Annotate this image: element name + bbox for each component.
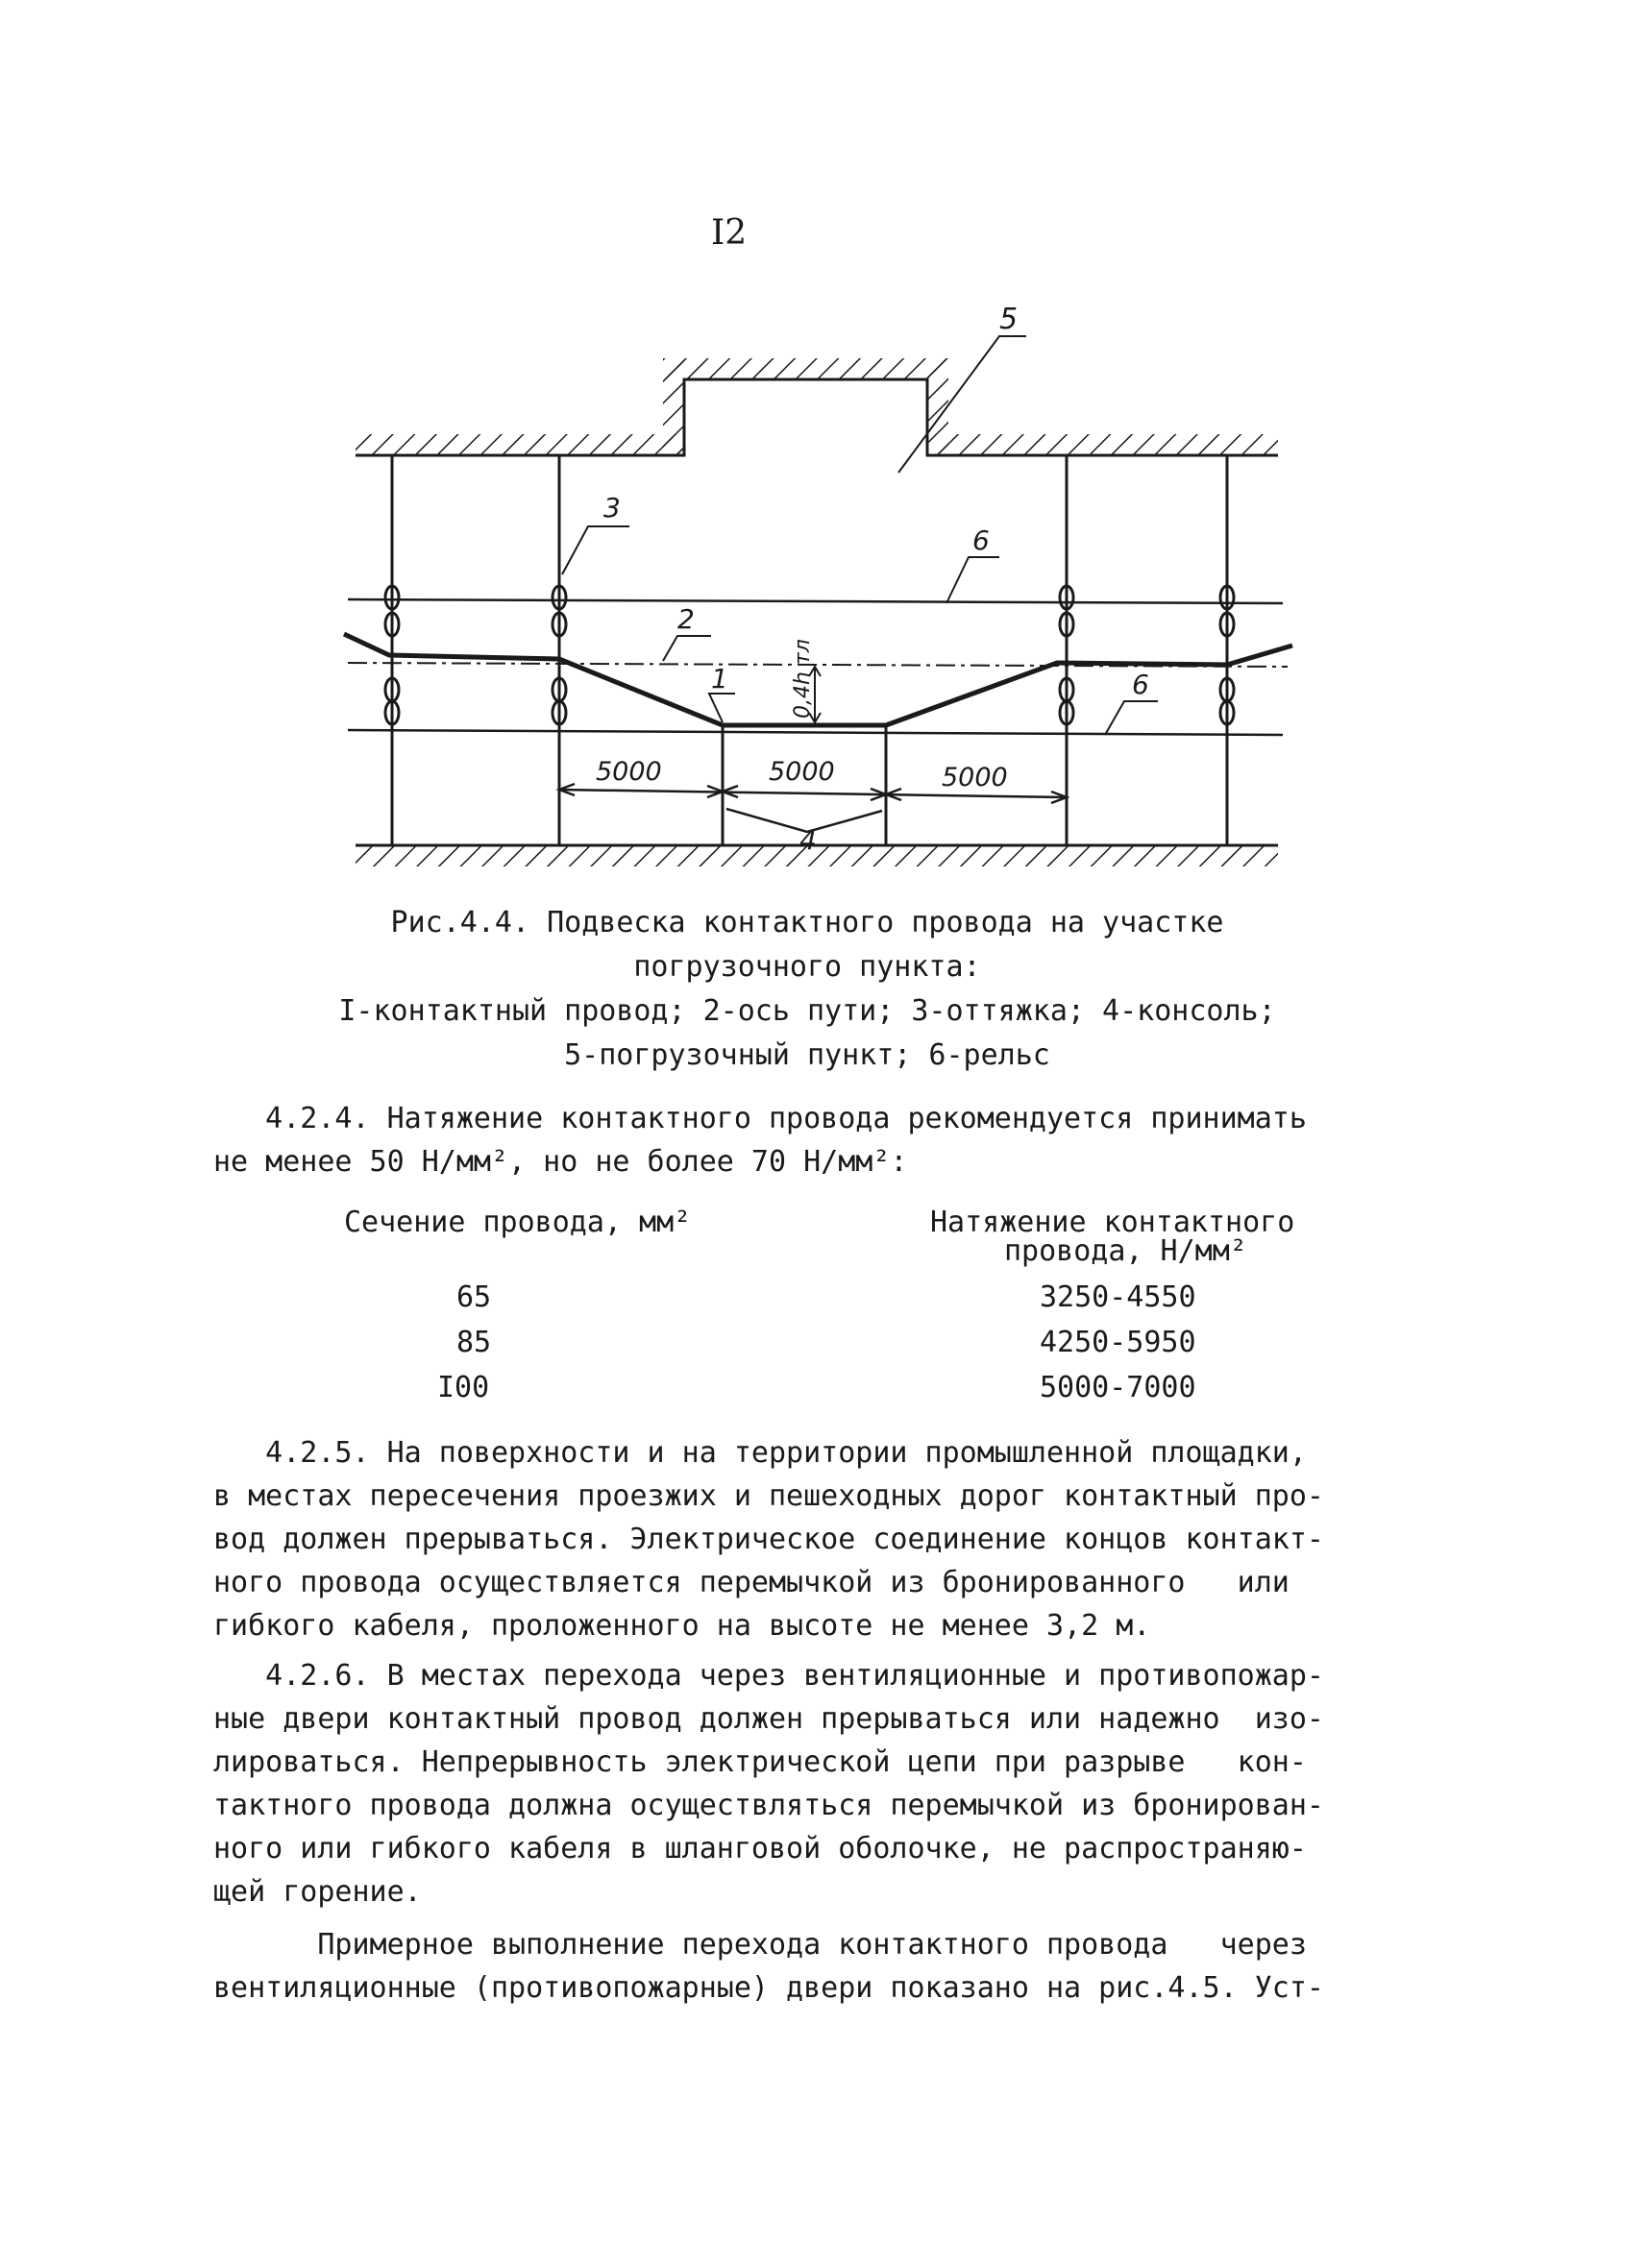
text-line: ного или гибкого кабеля в шланговой оболочке, не распространяю- [213, 1832, 1307, 1866]
text-line: 4.2.4. Натяжение контактного провода рекомендуется принимать [213, 1102, 1307, 1135]
table-header-tension-unit: провода, Н/мм² [1004, 1234, 1247, 1268]
label-rail-bottom: 6 [1132, 669, 1149, 700]
table-cell-tension: 4250-5950 [1040, 1326, 1196, 1359]
table-header-tension: Натяжение контактного [930, 1206, 1295, 1239]
table-cell-tension: 5000-7000 [1040, 1371, 1196, 1404]
label-console: 4 [799, 824, 817, 856]
text-line: тактного провода должна осуществляться перемычкой из бронирован- [213, 1789, 1324, 1822]
label-guy: 3 [603, 492, 621, 524]
caption-line: 5-погрузочный пункт; 6-рельс [564, 1038, 1050, 1072]
dimension-label: 5000 [942, 763, 1008, 793]
dimension-label: 5000 [596, 757, 662, 787]
table-cell-section: 65 [456, 1280, 492, 1314]
dimension-label: 5000 [769, 757, 835, 787]
paragraph-4-2-6 [213, 1654, 1424, 1914]
table-cell-section: I00 [437, 1371, 490, 1404]
caption-line: погрузочного пункта: [633, 950, 981, 984]
text-line: вод должен прерываться. Электрическое соединение концов контакт- [213, 1523, 1324, 1556]
text-line: ного провода осуществляется перемычкой из бронированного или [213, 1566, 1290, 1599]
text-line: лироваться. Непрерывность электрической цепи при разрыве кон- [213, 1745, 1307, 1779]
page-number: I2 [711, 213, 748, 253]
text-line: Примерное выполнение перехода контактного провода через [213, 1928, 1307, 1962]
label-track-axis: 2 [677, 603, 695, 635]
table-cell-tension: 3250-4550 [1040, 1280, 1196, 1314]
label-loading-point: 5 [999, 303, 1019, 336]
table-cell-section: 85 [456, 1326, 492, 1359]
text-line: не менее 50 Н/мм², но не более 70 Н/мм²: [213, 1145, 908, 1179]
label-rail-top: 6 [972, 524, 990, 556]
text-line: 4.2.6. В местах перехода через вентиляционные и противопожар- [213, 1659, 1324, 1693]
height-dim-label: 0,4h тл [791, 639, 815, 719]
text-line: щей горение. [213, 1875, 422, 1909]
paragraph-example [213, 1923, 1424, 2010]
text-line: ные двери контактный провод должен прерываться или надежно изо- [213, 1702, 1324, 1736]
text-line: в местах пересечения проезжих и пешеходных дорог контактный про- [213, 1479, 1324, 1513]
text-line: 4.2.5. На поверхности и на территории промышленной площадки, [213, 1436, 1307, 1470]
paragraph-4-2-5 [213, 1431, 1424, 1647]
caption-line: I-контактный провод; 2-ось пути; 3-оттяжка; 4-консоль; [338, 994, 1276, 1028]
caption-line: Рис.4.4. Подвеска контактного провода на участке [390, 906, 1224, 939]
text-line: гибкого кабеля, проложенного на высоте не менее 3,2 м. [213, 1609, 1151, 1643]
label-contact-wire: 1 [711, 663, 728, 695]
table-header-section: Сечение провода, мм² [344, 1206, 692, 1239]
text-line: вентиляционные (противопожарные) двери показано на рис.4.5. Уст- [213, 1971, 1324, 2005]
